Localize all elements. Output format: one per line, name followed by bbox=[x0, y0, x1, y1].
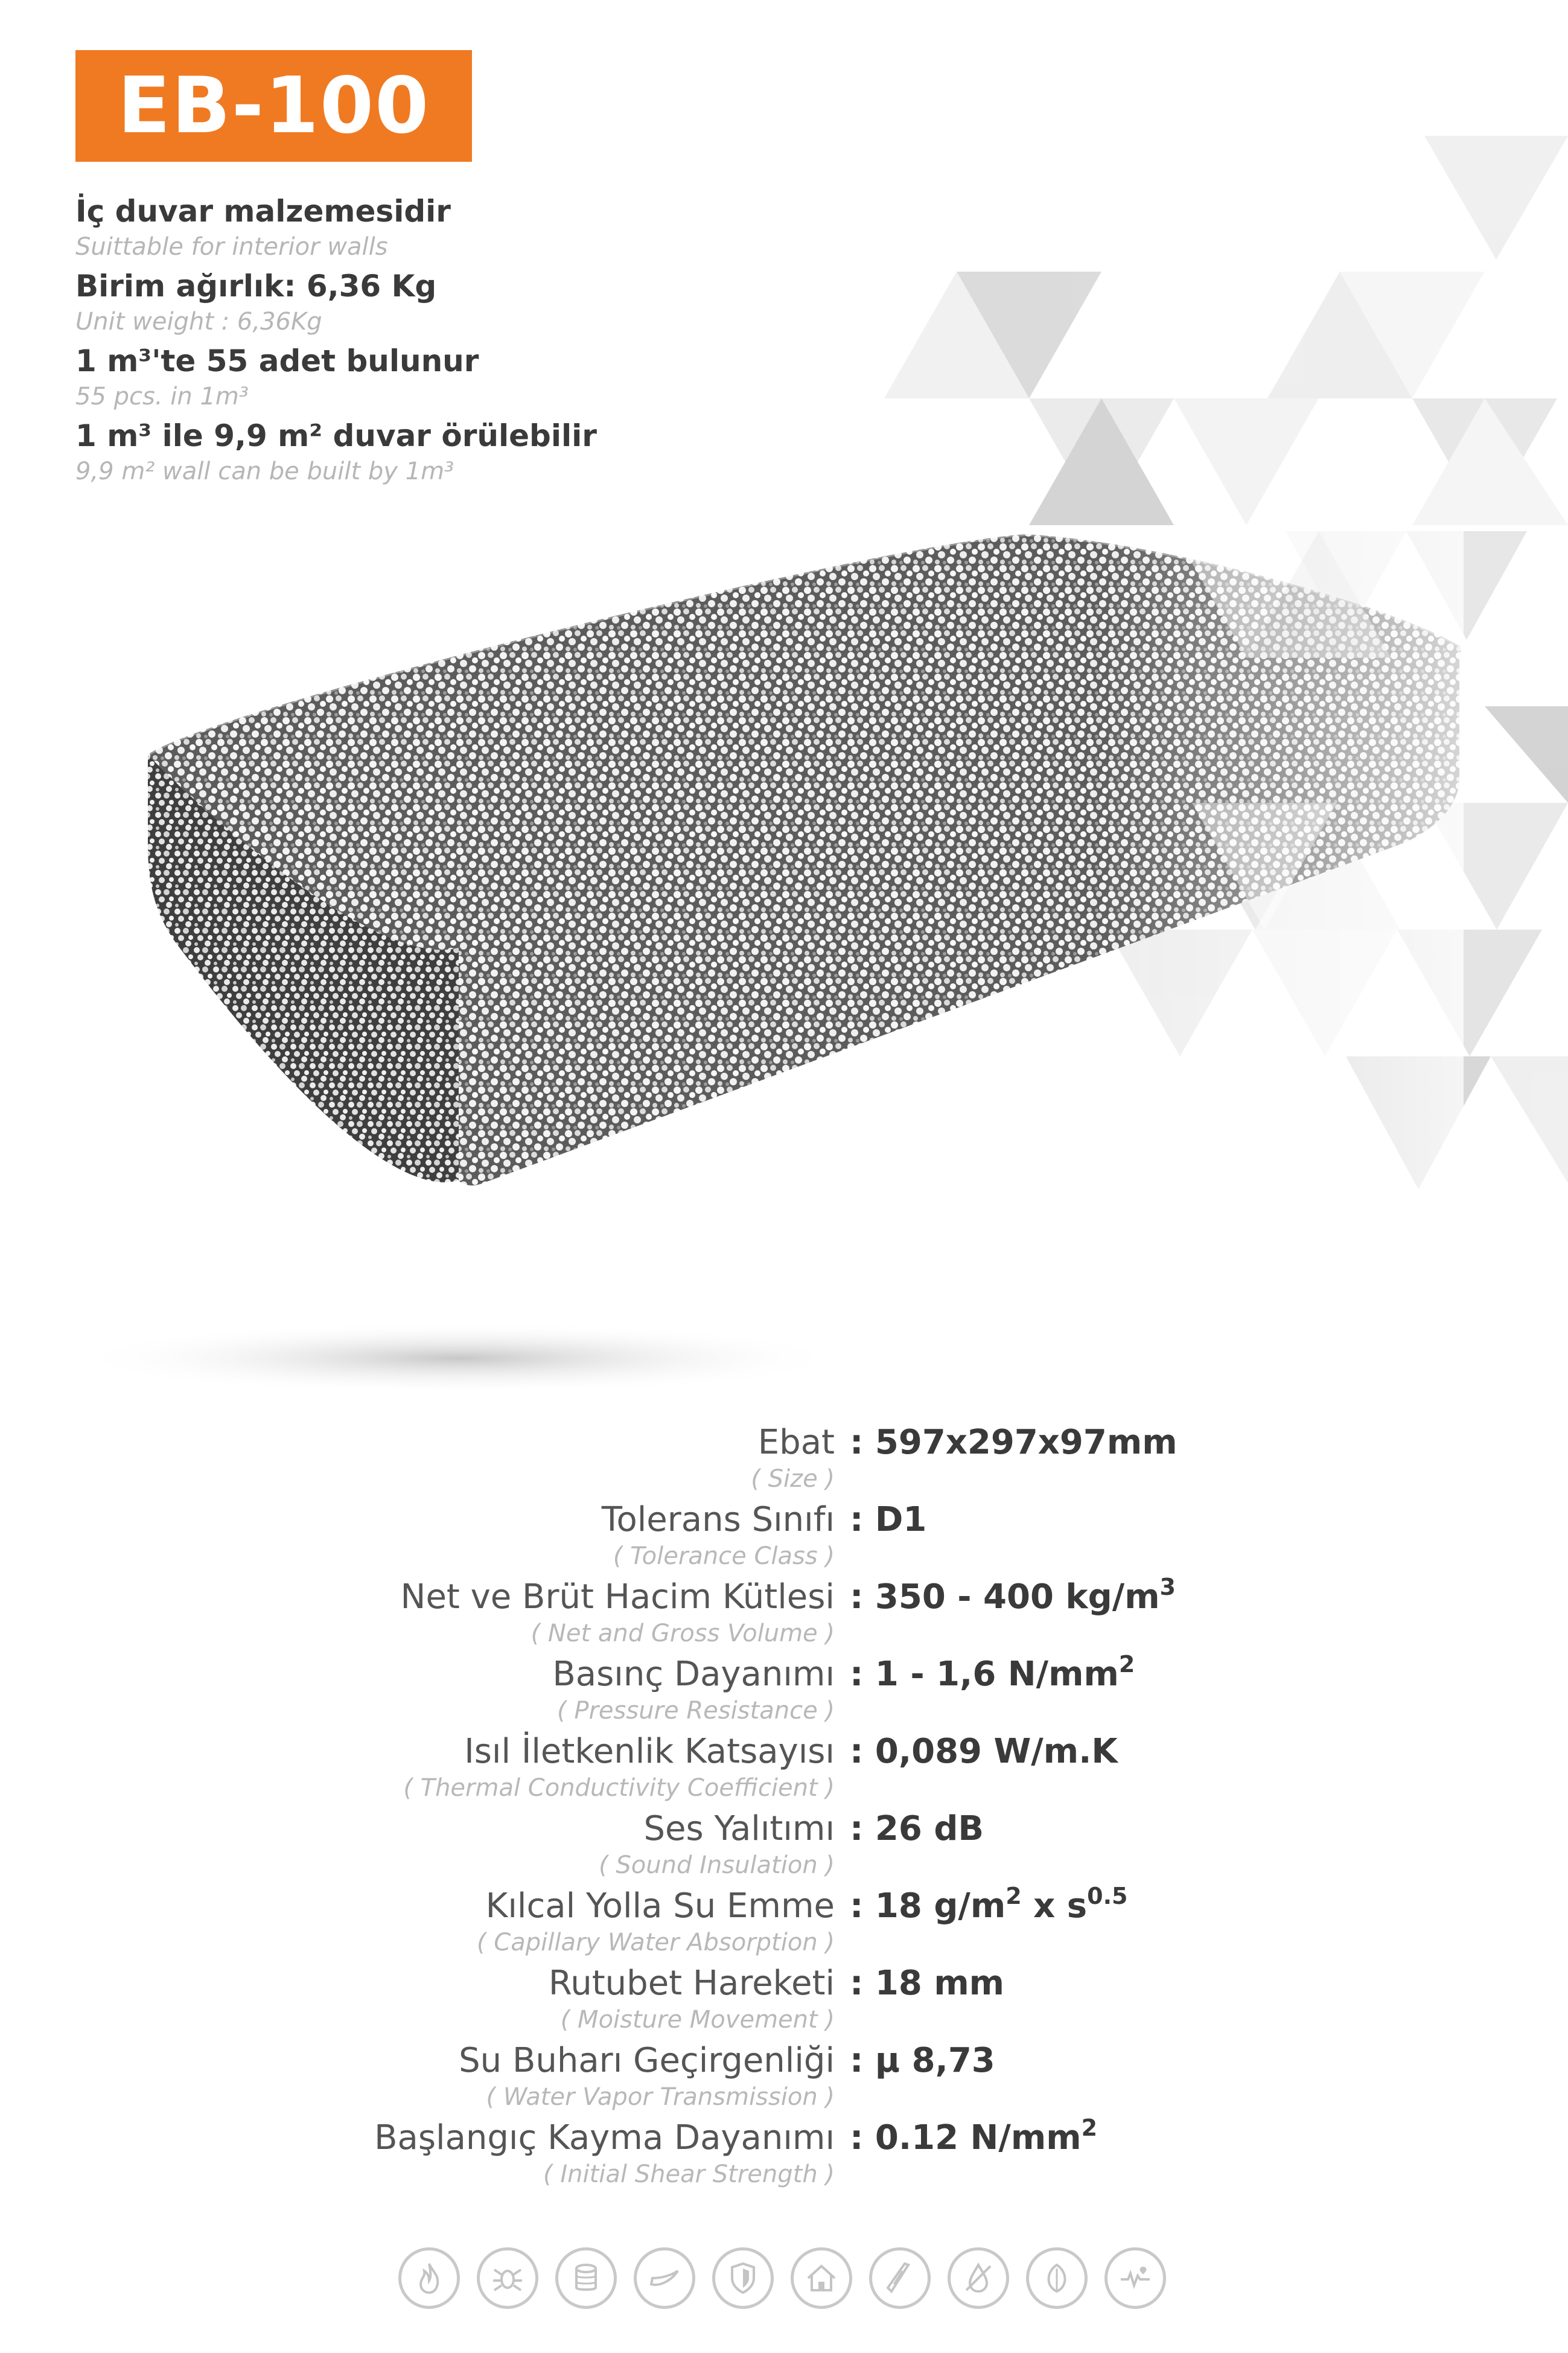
feature-tr: Birim ağırlık: 6,36 Kg bbox=[75, 269, 437, 304]
spec-value: : μ 8,73 bbox=[850, 2041, 995, 2080]
product-title: EB-100 bbox=[117, 61, 430, 151]
spec-label: Basınç Dayanımı bbox=[552, 1655, 835, 1694]
water-resistant-icon bbox=[948, 2247, 1009, 2309]
spec-value: : D1 bbox=[850, 1500, 927, 1539]
spec-label: Net ve Brüt Hacim Kütlesi bbox=[400, 1577, 835, 1617]
spec-sublabel: ( Sound Insulation ) bbox=[599, 1851, 835, 1879]
shield-protection-icon bbox=[712, 2247, 774, 2309]
spec-value: : 26 dB bbox=[850, 1809, 984, 1848]
spec-table bbox=[0, 1422, 1568, 2194]
feature-item bbox=[75, 192, 679, 263]
spec-value: : 0.12 $N/mm^2$ bbox=[850, 2115, 1098, 2157]
health-heartbeat-icon bbox=[1104, 2247, 1166, 2309]
spec-label: Rutubet Hareketi bbox=[548, 1964, 835, 2003]
spec-sublabel: ( Net and Gross Volume ) bbox=[531, 1620, 835, 1647]
feature-en: Suittable for interior walls bbox=[75, 233, 388, 261]
spec-value: : 18 mm bbox=[850, 1964, 1005, 2003]
house-insulation-icon bbox=[791, 2247, 852, 2309]
spec-value: : 597x297x97mm bbox=[850, 1423, 1178, 1462]
spec-label: Isıl İletkenlik Katsayısı bbox=[464, 1732, 835, 1771]
spec-row-tolerance bbox=[0, 1499, 1568, 1576]
spec-sublabel: ( Initial Shear Strength ) bbox=[543, 2160, 835, 2188]
spec-value: : 1 - 1,6 $N/mm^2$ bbox=[850, 1651, 1135, 1694]
spec-row-size bbox=[0, 1422, 1568, 1499]
spec-row-shear bbox=[0, 2117, 1568, 2194]
pest-resistant-icon bbox=[477, 2247, 538, 2309]
spec-row-capillary bbox=[0, 1885, 1568, 1962]
feature-icons bbox=[398, 2247, 1166, 2309]
spec-label: Ebat bbox=[757, 1423, 835, 1462]
feature-en: 9,9 m² wall can be built by 1m³ bbox=[75, 458, 454, 485]
spec-sublabel: ( Tolerance Class ) bbox=[613, 1542, 835, 1570]
spec-label: Su Buharı Geçirgenliği bbox=[459, 2041, 835, 2080]
spec-row-volume bbox=[0, 1576, 1568, 1653]
feature-en: Unit weight : 6,36Kg bbox=[75, 308, 322, 336]
feature-en: 55 pcs. in 1m³ bbox=[75, 383, 249, 410]
spec-label: Ses Yalıtımı bbox=[643, 1809, 835, 1848]
spec-sublabel: ( Moisture Movement ) bbox=[560, 2006, 835, 2034]
spec-sublabel: ( Pressure Resistance ) bbox=[557, 1697, 835, 1725]
feature-item bbox=[75, 342, 679, 413]
spec-sublabel: ( Size ) bbox=[751, 1465, 835, 1493]
spec-label: Tolerans Sınıfı bbox=[601, 1500, 835, 1539]
spec-row-moisture bbox=[0, 1962, 1568, 2040]
feature-item bbox=[75, 267, 679, 338]
feature-tr: 1 m³'te 55 adet bulunur bbox=[75, 343, 479, 378]
lightweight-icon bbox=[634, 2247, 695, 2309]
spec-sublabel: ( Thermal Conductivity Coefficient ) bbox=[403, 1774, 835, 1802]
feature-tr: 1 m³ ile 9,9 m² duvar örülebilir bbox=[75, 418, 597, 453]
eco-leaf-icon bbox=[1026, 2247, 1088, 2309]
spec-row-pressure bbox=[0, 1653, 1568, 1731]
spec-row-sound bbox=[0, 1808, 1568, 1885]
spec-sublabel: ( Capillary Water Absorption ) bbox=[476, 1929, 835, 1956]
feature-item bbox=[75, 417, 679, 488]
product-code-badge bbox=[75, 50, 472, 162]
spec-value: : 18 $g/m^2$ x $s^{0.5}$ bbox=[850, 1883, 1128, 1926]
spec-row-vapor bbox=[0, 2040, 1568, 2117]
spec-label: Kılcal Yolla Su Emme bbox=[485, 1886, 835, 1926]
fire-resistant-icon bbox=[398, 2247, 460, 2309]
feature-list bbox=[75, 192, 679, 491]
easy-cutting-icon bbox=[869, 2247, 931, 2309]
rolled-insulation-icon bbox=[555, 2247, 617, 2309]
spec-value: : 350 - 400 $kg/m^3$ bbox=[850, 1574, 1176, 1617]
spec-value: : 0,089 W/m.K bbox=[850, 1732, 1118, 1771]
spec-sublabel: ( Water Vapor Transmission ) bbox=[486, 2083, 835, 2111]
spec-row-thermal bbox=[0, 1731, 1568, 1808]
spec-label: Başlangıç Kayma Dayanımı bbox=[374, 2118, 835, 2157]
feature-tr: İç duvar malzemesidir bbox=[75, 194, 451, 229]
